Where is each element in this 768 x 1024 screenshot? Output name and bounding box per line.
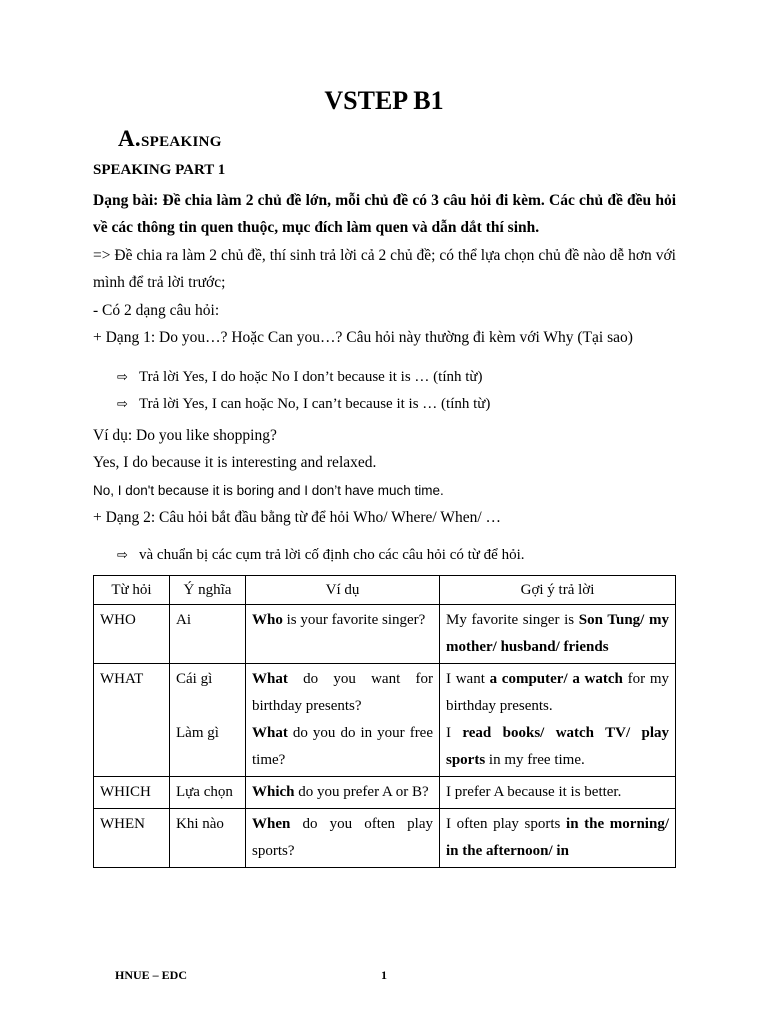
arrow-right-outline-icon: ⇨ xyxy=(117,548,128,563)
example xyxy=(246,809,440,868)
answer-text: for my birthday presents. xyxy=(446,671,669,714)
section-heading-speaking xyxy=(118,126,222,152)
arrow-right-outline-icon: ⇨ xyxy=(117,370,128,385)
example-text: do you do in your free time? xyxy=(252,725,433,768)
example-keyword: What xyxy=(252,725,288,741)
header-meaning: Ý nghĩa xyxy=(170,576,246,605)
answer-text: in my free time. xyxy=(485,752,585,768)
type1-answer-1 xyxy=(117,369,483,386)
arrow-right-outline-icon: ⇨ xyxy=(117,397,128,412)
answer-2 xyxy=(446,720,669,774)
answer-highlight: a computer/ a watch xyxy=(489,671,623,687)
part-heading: SPEAKING PART 1 xyxy=(93,162,226,178)
answer-highlight: in the morning/ in the afternoon/ in xyxy=(446,816,669,859)
example-text: do you prefer A or B? xyxy=(294,784,429,800)
meaning: Lựa chọn xyxy=(170,777,246,809)
example xyxy=(246,605,440,664)
intro-note: => Đề chia ra làm 2 chủ đề, thí sinh trả lời cả 2 chủ đề; có thể lựa chọn chủ đề nào dễ hơn với mình để trả lời trước; xyxy=(93,247,676,291)
question-word: WHAT xyxy=(94,664,170,777)
meaning xyxy=(170,664,246,777)
suggested-answer xyxy=(440,664,676,777)
header-question-word: Từ hỏi xyxy=(94,576,170,605)
question-word: WHO xyxy=(94,605,170,664)
example-question: Ví dụ: Do you like shopping? xyxy=(93,427,277,444)
meaning: Ai xyxy=(170,605,246,664)
type1-answer-1-text: Trả lời Yes, I do hoặc No I don’t because it is … (tính từ) xyxy=(139,369,483,385)
section-letter: A. xyxy=(118,126,141,151)
example-text: is your favorite singer? xyxy=(282,612,426,628)
answer-1 xyxy=(446,666,669,720)
type2-answer-text: và chuẩn bị các cụm trả lời cố định cho các câu hỏi có từ để hỏi. xyxy=(139,547,525,563)
section-label: SPEAKING xyxy=(140,134,222,150)
footer-label: HNUE – EDC xyxy=(115,968,188,982)
question-types-line: - Có 2 dạng câu hỏi: xyxy=(93,302,220,319)
answer-text: My favorite singer is xyxy=(446,612,579,628)
table-header-row xyxy=(94,576,676,605)
example-text: do you often play sports? xyxy=(252,816,433,859)
type1-line: + Dạng 1: Do you…? Hoặc Can you…? Câu hỏi này thường đi kèm với Why (Tại sao) xyxy=(93,329,633,346)
example-no-answer: No, I don't because it is boring and I don’t have much time. xyxy=(93,483,444,498)
example-yes-answer: Yes, I do because it is interesting and relaxed. xyxy=(93,454,377,471)
example-1 xyxy=(252,666,433,720)
document-title: VSTEP B1 xyxy=(324,86,444,115)
example-keyword: Which xyxy=(252,784,295,800)
question-word: WHICH xyxy=(94,777,170,809)
suggested-answer xyxy=(440,605,676,664)
answer-text: I xyxy=(446,725,463,741)
example-keyword: When xyxy=(252,816,291,832)
table-row xyxy=(94,777,676,809)
answer-highlight: Son Tung/ my mother/ husband/ friends xyxy=(446,612,670,655)
header-suggested-answer: Gợi ý trả lời xyxy=(440,576,676,605)
table-row xyxy=(94,809,676,868)
answer-text: I want xyxy=(446,671,490,687)
example xyxy=(246,664,440,777)
answer-highlight: read books/ watch TV/ play sports xyxy=(446,725,669,768)
answer-text: I often play sports xyxy=(446,816,567,832)
example-keyword: What xyxy=(252,671,288,687)
type1-answer-2-text: Trả lời Yes, I can hoặc No, I can’t because it is … (tính từ) xyxy=(139,396,491,412)
meaning: Khi nào xyxy=(170,809,246,868)
table-row xyxy=(94,664,676,777)
example-2 xyxy=(252,720,433,774)
type1-answer-2 xyxy=(117,396,490,413)
example-keyword: Who xyxy=(252,612,283,628)
question-words-table xyxy=(93,575,676,868)
question-word: WHEN xyxy=(94,809,170,868)
meaning-1: Cái gì xyxy=(176,671,213,687)
suggested-answer xyxy=(440,809,676,868)
example-text: do you want for birthday presents? xyxy=(252,671,433,714)
page-number: 1 xyxy=(381,968,387,982)
table-row xyxy=(94,605,676,664)
type2-line: + Dạng 2: Câu hỏi bắt đầu bằng từ để hỏi Who/ Where/ When/ … xyxy=(93,509,502,526)
suggested-answer: I prefer A because it is better. xyxy=(440,777,676,809)
intro-paragraph: Dạng bài: Đề chia làm 2 chủ đề lớn, mỗi chủ đề có 3 câu hỏi đi kèm. Các chủ đề đều hỏi về các thông tin quen thuộc, mục đích làm quen và dẫn dắt thí sinh. xyxy=(93,192,676,236)
example xyxy=(246,777,440,809)
meaning-2: Làm gì xyxy=(176,725,219,741)
header-example: Ví dụ xyxy=(246,576,440,605)
type2-answer xyxy=(117,547,525,564)
